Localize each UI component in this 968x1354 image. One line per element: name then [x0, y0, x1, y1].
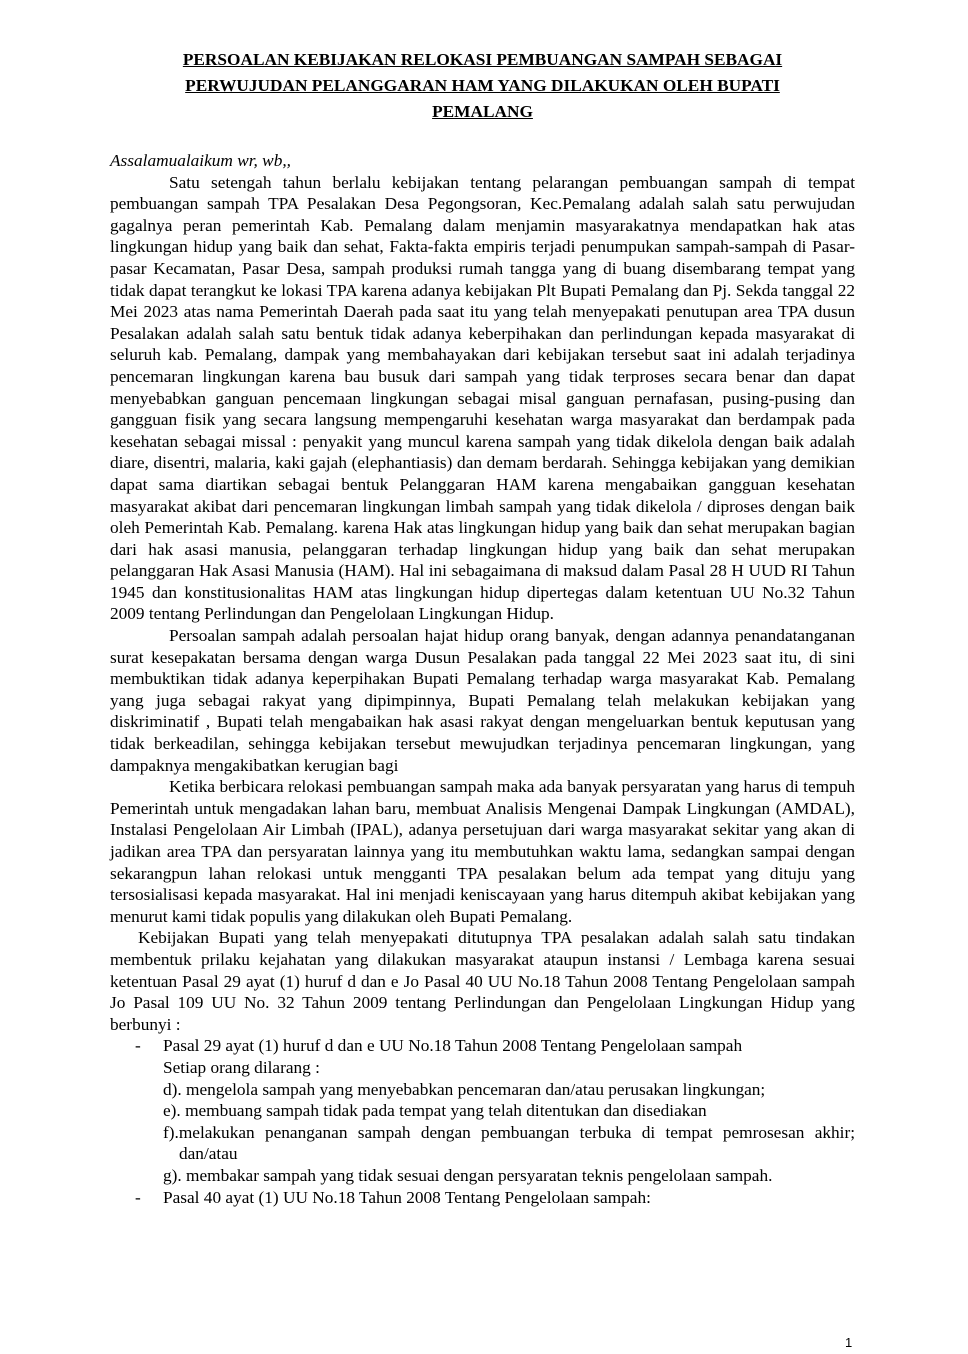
list-dash: - [135, 1036, 141, 1056]
document-title [110, 47, 855, 125]
paragraph-2: Persoalan sampah adalah persoalan hajat hidup orang banyak, dengan adannya penandatanganan surat kesepakatan bersama dengan warga Dusun Pesalakan pada tanggal 22 Mei 2023 saat itu, di sini membuktikan tidak adanya keperpihakan Bupati Pemalang terhadap warga masyarakat Kab. Pemalang yang juga sebagai rakyat yang dipimpinnya, Bupati Pemalang telah melakukan kebijakan yang diskriminatif , Bupati telah mengabaikan hak asasi rakyat dengan mengeluarkan bentuk keputusan yang tidak berkeadilan, sehingga kebijakan tersebut mewujudkan terjadinya pencemaran lingkungan, yang dampaknya mengakibatkan kerugian bagi [110, 626, 855, 775]
greeting: Assalamualaikum wr, wb,, [110, 151, 291, 170]
paragraph-3: Ketika berbicara relokasi pembuangan sampah maka ada banyak persyaratan yang harus di tempuh Pemerintah untuk mengadakan lahan baru, membuat Analisis Mengenai Dampak Lingkungan (AMDAL), Instalasi Pengelolaan Air Limbah (IPAL), adanya persetujuan dari warga masyarakat sekitar yang akan di jadikan area TPA dan persyaratan lainnya yang itu membutuhkan waktu lama, sedangkan sampai dengan sekarangpun lahan relokasi untuk mengganti TPA pesalakan belum ada tempat yang dituju yang tersosialisasi kepada masyarakat. Hal ini menjadi keniscayaan yang harus ditempuh akibat kebijakan yang menurut kami tidak populis yang dilakukan oleh Bupati Pemalang. [110, 777, 855, 926]
title-line-1: PERSOALAN KEBIJAKAN RELOKASI PEMBUANGAN SAMPAH SEBAGAI [182, 50, 783, 69]
list-item [110, 1187, 855, 1209]
paragraph-1: Satu setengah tahun berlalu kebijakan tentang pelarangan pembuangan sampah di tempat pembuangan sampah TPA Pesalakan Desa Pegongsoran, Kec.Pemalang adalah salah satu perwujudan gagalnya peran pemerintah Kab. Pemalang dalam menjamin masyarakatnya mendapatkan hak atas lingkungan hidup yang baik dan sehat, Fakta-fakta empiris terjadi penumpukan sampah-sampah di Pasar-pasar Kecamatan, Pasar Desa, sampah produksi rumah tangga yang di buang disembarang tempat yang tidak dapat terangkut ke lokasi TPA karena adanya kebijakan Plt Bupati Pemalang dan Pj. Sekda tanggal 22 Mei 2023 atas nama Pemerintah Daerah pada saat itu yang telah menyepakati penutupan area TPA dusun Pesalakan adalah salah satu bentuk tidak adanya keberpihakan dan perlindungan kepada masyarakat di seluruh kab. Pemalang, dampak yang membahayakan dari kebijakan tersebut saat ini adalah terjadinya pencemaran lingkungan karena bau busuk dari sampah yang tidak terproses secara benar dan dapat menyebabkan ganguan pencemaan lingkungan sebagai misal ganguan pernafasan, pusing-pusing dan gangguan fisik yang secara langsung mempengaruhi kesehatan warga masyarakat dan berdampak pada kesehatan sebagai missal : penyakit yang muncul karena sampah yang tidak dikelola dengan baik adalah diare, disentri, malaria, kaki gajah (elephantiasis) dan demam berdarah. Sehingga kebijakan yang demikian dapat sama diartikan sebagai bentuk Pelanggaran HAM karena mengabaikan gangguan kesehatan masyarakat akibat dari pencemaran lingkungan limbah sampah yang tidak dikelola / diproses dengan baik oleh Pemerintah Kab. Pemalang. karena Hak atas lingkungan hidup yang baik dan sehat merupakan bagian dari hak asasi manusia, pelanggaran terhadap lingkungan hidup yang baik dan sehat merupakan pelanggaran Hak Asasi Manusia (HAM). Hal ini sebagaimana di maksud dalam Pasal 28 H UUD RI Tahun 1945 dan konstitusionalitas HAM atas lingkungan hidup dipertegas dalam ketentuan UU No.32 Tahun 2009 tentang Perlindungan dan Pengelolaan Lingkungan Hidup. [110, 172, 855, 624]
article-point-d: d). mengelola sampah yang menyebabkan pencemaran dan/atau perusakan lingkungan; [163, 1079, 766, 1099]
document-body [110, 150, 855, 1208]
article-point-f: f).melakukan penanganan sampah dengan pembuangan terbuka di tempat pemrosesan akhir; dan/atau [163, 1122, 855, 1164]
title-line-3: PEMALANG [432, 102, 533, 121]
title-line-2: PERWUJUDAN PELANGGARAN HAM YANG DILAKUKAN OLEH BUPATI [185, 76, 780, 95]
page-number: 1 [845, 1335, 853, 1350]
article-heading: Pasal 40 ayat (1) UU No.18 Tahun 2008 Tentang Pengelolaan sampah: [163, 1187, 651, 1207]
list-item [110, 1035, 855, 1186]
article-heading: Pasal 29 ayat (1) huruf d dan e UU No.18 Tahun 2008 Tentang Pengelolaan sampah [163, 1036, 743, 1056]
article-intro: Setiap orang dilarang : [163, 1057, 320, 1077]
paragraph-4: Kebijakan Bupati yang telah menyepakati ditutupnya TPA pesalakan adalah salah satu tindakan membentuk prilaku kejahatan yang dilakukan masyarakat ataupun instansi / Lembaga karena sesuai ketentuan Pasal 29 ayat (1) huruf d dan e Jo Pasal 40 UU No.18 Tahun 2008 Tentang Pengelolaan sampah Jo Pasal 109 UU No. 32 Tahun 2009 tentang Perlindungan dan Pengelolaan Lingkungan Hidup yang berbunyi : [110, 928, 855, 1034]
list-dash: - [135, 1187, 141, 1207]
article-point-e: e). membuang sampah tidak pada tempat yang telah ditentukan dan disediakan [163, 1101, 707, 1121]
article-list [110, 1035, 855, 1208]
article-point-g: g). membakar sampah yang tidak sesuai dengan persyaratan teknis pengelolaan sampah. [163, 1165, 773, 1185]
